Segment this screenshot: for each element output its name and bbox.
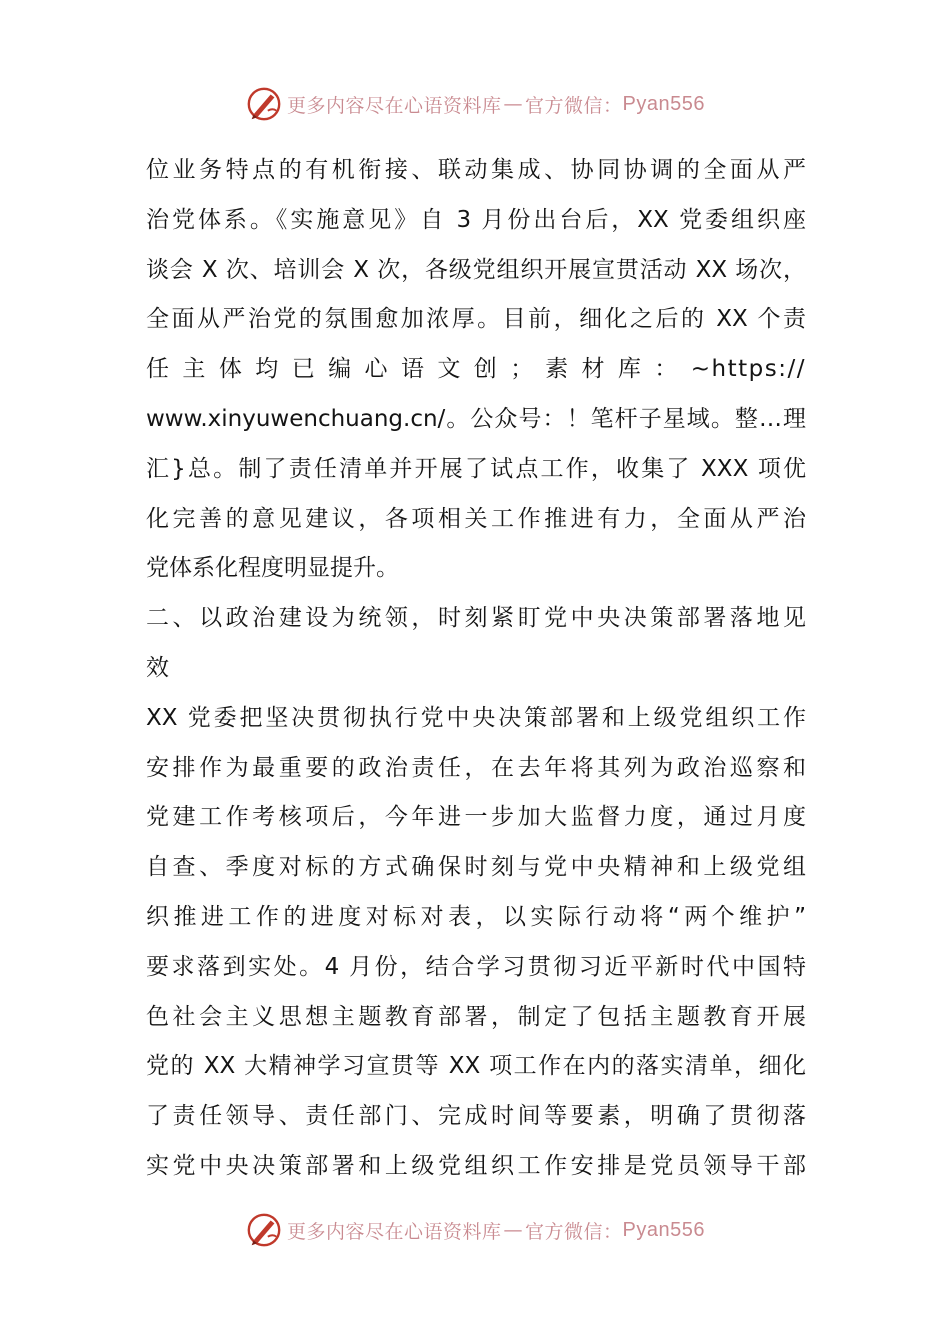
- text-line: 自查、季度对标的方式确保时刻与党中央精神和上级党组: [146, 854, 806, 881]
- text-line: 安排作为最重要的政治责任，在去年将其列为政治巡察和: [146, 754, 806, 781]
- text-line: 治党体系。《实施意见》自 3 月份出台后，XX 党委组织座: [146, 206, 806, 233]
- header-watermark: [0, 84, 950, 124]
- text-line: 织推进工作的进度对标对表，以实际行动将“两个维护”: [146, 903, 806, 930]
- document-body: [146, 146, 806, 1192]
- text-line: 党体系化程度明显提升。: [146, 555, 399, 582]
- header-brand-text: 更多内容尽在心语资料库: [287, 94, 502, 117]
- text-line: 党建工作考核项后，今年进一步加大监督力度，通过月度: [146, 804, 806, 831]
- text-line: XX 党委把坚决贯彻执行党中央决策部署和上级党组织工作: [146, 704, 806, 731]
- text-line: 位业务特点的有机衔接、联动集成、协同协调的全面从严: [146, 157, 806, 183]
- section-heading: 二、以政治建设为统领，时刻紧盯党中央决策部署落地见: [146, 605, 806, 632]
- section-heading: 效: [146, 654, 169, 681]
- footer-brand-text: 更多内容尽在心语资料库: [287, 1220, 502, 1243]
- text-line: 谈会 X 次、培训会 X 次，各级党组织开展宣贯活动 XX 场次，: [146, 256, 806, 283]
- footer-watermark: [0, 1210, 950, 1250]
- text-line: 党的 XX 大精神学习宣贯等 XX 项工作在内的落实清单，细化: [146, 1053, 806, 1080]
- header-contact-handle: Pyan556: [622, 92, 705, 115]
- text-line: 化完善的意见建议，各项相关工作推进有力，全面从严治: [146, 505, 806, 532]
- header-separator: —: [503, 93, 524, 115]
- text-line: 要求落到实处。4 月份，结合学习贯彻习近平新时代中国特: [146, 953, 806, 980]
- header-contact-label: 官方微信：: [525, 94, 623, 117]
- footer-separator: —: [503, 1219, 524, 1241]
- text-line: www.xinyuwenchuang.cn/。公众号：！笔杆子星域。整…理: [146, 405, 806, 432]
- text-line: 色社会主义思想主题教育部署，制定了包括主题教育开展: [146, 1003, 806, 1030]
- pen-logo-icon: [245, 1211, 283, 1249]
- pen-logo-icon: [245, 85, 283, 123]
- footer-contact-label: 官方微信：: [525, 1220, 623, 1243]
- text-line: 任 主 体 均 已 编 心 语 文 创 ； 素 材 库 ： ~https://: [146, 356, 806, 383]
- text-line: 实党中央决策部署和上级党组织工作安排是党员领导干部: [146, 1152, 806, 1179]
- footer-contact-handle: Pyan556: [622, 1218, 705, 1241]
- text-line: 了责任领导、责任部门、完成时间等要素，明确了贯彻落: [146, 1103, 806, 1130]
- text-line: 全面从严治党的氛围愈加浓厚。目前，细化之后的 XX 个责: [146, 306, 806, 333]
- text-line: 汇}总。制了责任清单并开展了试点工作，收集了 XXX 项优: [146, 455, 806, 482]
